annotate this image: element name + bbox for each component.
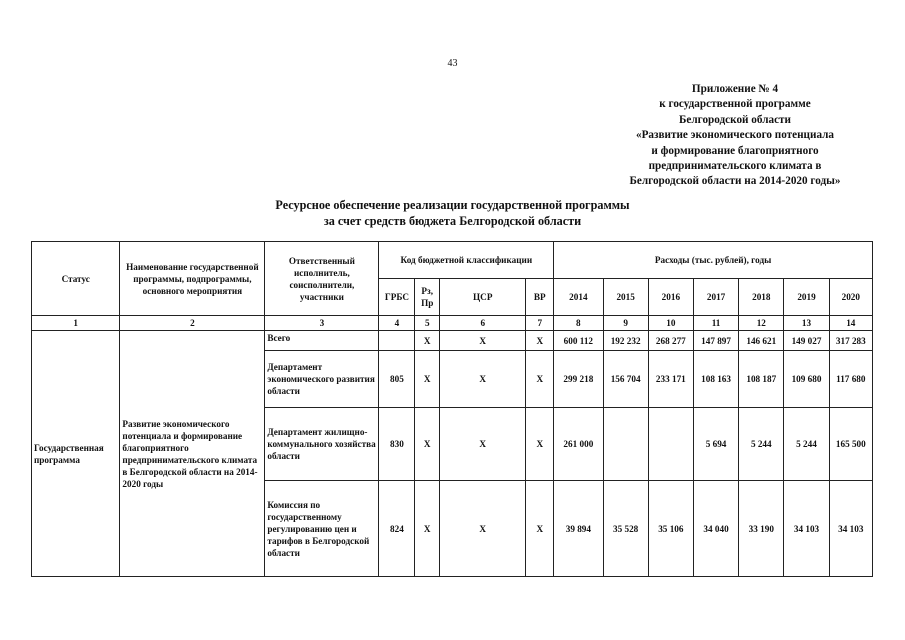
header-year: 2017 [693, 279, 738, 316]
appendix-line: предпринимательского климата в [648, 160, 822, 173]
header-rzpr: Рз, Пр [415, 279, 440, 316]
value-cell: 146 621 [739, 331, 784, 351]
value-cell: 600 112 [554, 331, 603, 351]
column-number: 10 [648, 316, 693, 331]
value-cell: 261 000 [554, 408, 603, 481]
value-cell: 35 106 [648, 481, 693, 577]
value-cell: 299 218 [554, 351, 603, 408]
header-vr: ВР [526, 279, 554, 316]
value-cell: 108 163 [693, 351, 738, 408]
value-cell: 5 244 [739, 408, 784, 481]
table-row [32, 331, 873, 351]
value-cell: 192 232 [603, 331, 648, 351]
vr-cell: Х [526, 408, 554, 481]
document-title [0, 197, 905, 229]
rzpr-cell: Х [415, 408, 440, 481]
header-responsible: Ответственный исполнитель, соисполнители, участники [265, 242, 379, 316]
header-budget-code: Код бюджетной классификации [379, 242, 554, 279]
rzpr-cell: Х [415, 351, 440, 408]
value-cell: 268 277 [648, 331, 693, 351]
appendix-block [560, 82, 905, 190]
value-cell: 147 897 [693, 331, 738, 351]
value-cell [648, 408, 693, 481]
status-cell: Государственная программа [32, 331, 120, 577]
header-year: 2016 [648, 279, 693, 316]
participant-cell: Всего [265, 331, 379, 351]
value-cell: 35 528 [603, 481, 648, 577]
participant-cell: Департамент жилищно-коммунального хозяйства области [265, 408, 379, 481]
value-cell: 34 103 [784, 481, 829, 577]
rzpr-cell: Х [415, 331, 440, 351]
title-line-2: за счет средств бюджета Белгородской области [323, 214, 582, 228]
csr-cell: Х [440, 331, 526, 351]
grbs-cell: 805 [379, 351, 415, 408]
title-line-1: Ресурсное обеспечение реализации государственной программы [275, 198, 630, 212]
header-year: 2019 [784, 279, 829, 316]
participant-cell: Комиссия по государственному регулированию цен и тарифов в Белгородской области [265, 481, 379, 577]
value-cell: 149 027 [784, 331, 829, 351]
value-cell: 109 680 [784, 351, 829, 408]
column-number: 9 [603, 316, 648, 331]
value-cell: 165 500 [829, 408, 872, 481]
column-number: 12 [739, 316, 784, 331]
column-number: 2 [120, 316, 265, 331]
appendix-line: Белгородской области на 2014-2020 годы» [629, 175, 841, 188]
header-grbs: ГРБС [379, 279, 415, 316]
value-cell: 233 171 [648, 351, 693, 408]
program-name-cell: Развитие экономического потенциала и формирование благоприятного предпринимательского климата в Белгородской области на 2014-2020 годы [120, 331, 265, 577]
header-year: 2015 [603, 279, 648, 316]
header-year: 2020 [829, 279, 872, 316]
value-cell: 33 190 [739, 481, 784, 577]
value-cell: 34 040 [693, 481, 738, 577]
header-status: Статус [32, 242, 120, 316]
column-number-row [32, 316, 873, 331]
column-number: 14 [829, 316, 872, 331]
column-number: 5 [415, 316, 440, 331]
column-number: 4 [379, 316, 415, 331]
value-cell: 34 103 [829, 481, 872, 577]
page-number: 43 [447, 58, 458, 69]
vr-cell: Х [526, 331, 554, 351]
value-cell: 5 694 [693, 408, 738, 481]
appendix-line: Белгородской области [679, 113, 791, 126]
csr-cell: Х [440, 408, 526, 481]
appendix-line: Приложение № 4 [691, 83, 779, 95]
value-cell: 39 894 [554, 481, 603, 577]
appendix-line: к государственной программе [659, 98, 811, 111]
column-number: 1 [32, 316, 120, 331]
header-name: Наименование государственной программы, подпрограммы, основного мероприятия [120, 242, 265, 316]
grbs-cell: 830 [379, 408, 415, 481]
value-cell: 156 704 [603, 351, 648, 408]
rzpr-cell: Х [415, 481, 440, 577]
value-cell: 108 187 [739, 351, 784, 408]
appendix-line: и формирование благоприятного [651, 144, 819, 157]
column-number: 11 [693, 316, 738, 331]
vr-cell: Х [526, 351, 554, 408]
column-number: 8 [554, 316, 603, 331]
csr-cell: Х [440, 351, 526, 408]
grbs-cell [379, 331, 415, 351]
header-row-1 [32, 242, 873, 279]
header-expenses: Расходы (тыс. рублей), годы [554, 242, 873, 279]
value-cell: 5 244 [784, 408, 829, 481]
resource-table [31, 241, 873, 577]
appendix-line: «Развитие экономического потенциала [635, 129, 835, 142]
header-year: 2014 [554, 279, 603, 316]
csr-cell: Х [440, 481, 526, 577]
header-year: 2018 [739, 279, 784, 316]
column-number: 7 [526, 316, 554, 331]
value-cell [603, 408, 648, 481]
column-number: 13 [784, 316, 829, 331]
value-cell: 117 680 [829, 351, 872, 408]
column-number: 6 [440, 316, 526, 331]
vr-cell: Х [526, 481, 554, 577]
value-cell: 317 283 [829, 331, 872, 351]
grbs-cell: 824 [379, 481, 415, 577]
column-number: 3 [265, 316, 379, 331]
participant-cell: Департамент экономического развития области [265, 351, 379, 408]
header-csr: ЦСР [440, 279, 526, 316]
